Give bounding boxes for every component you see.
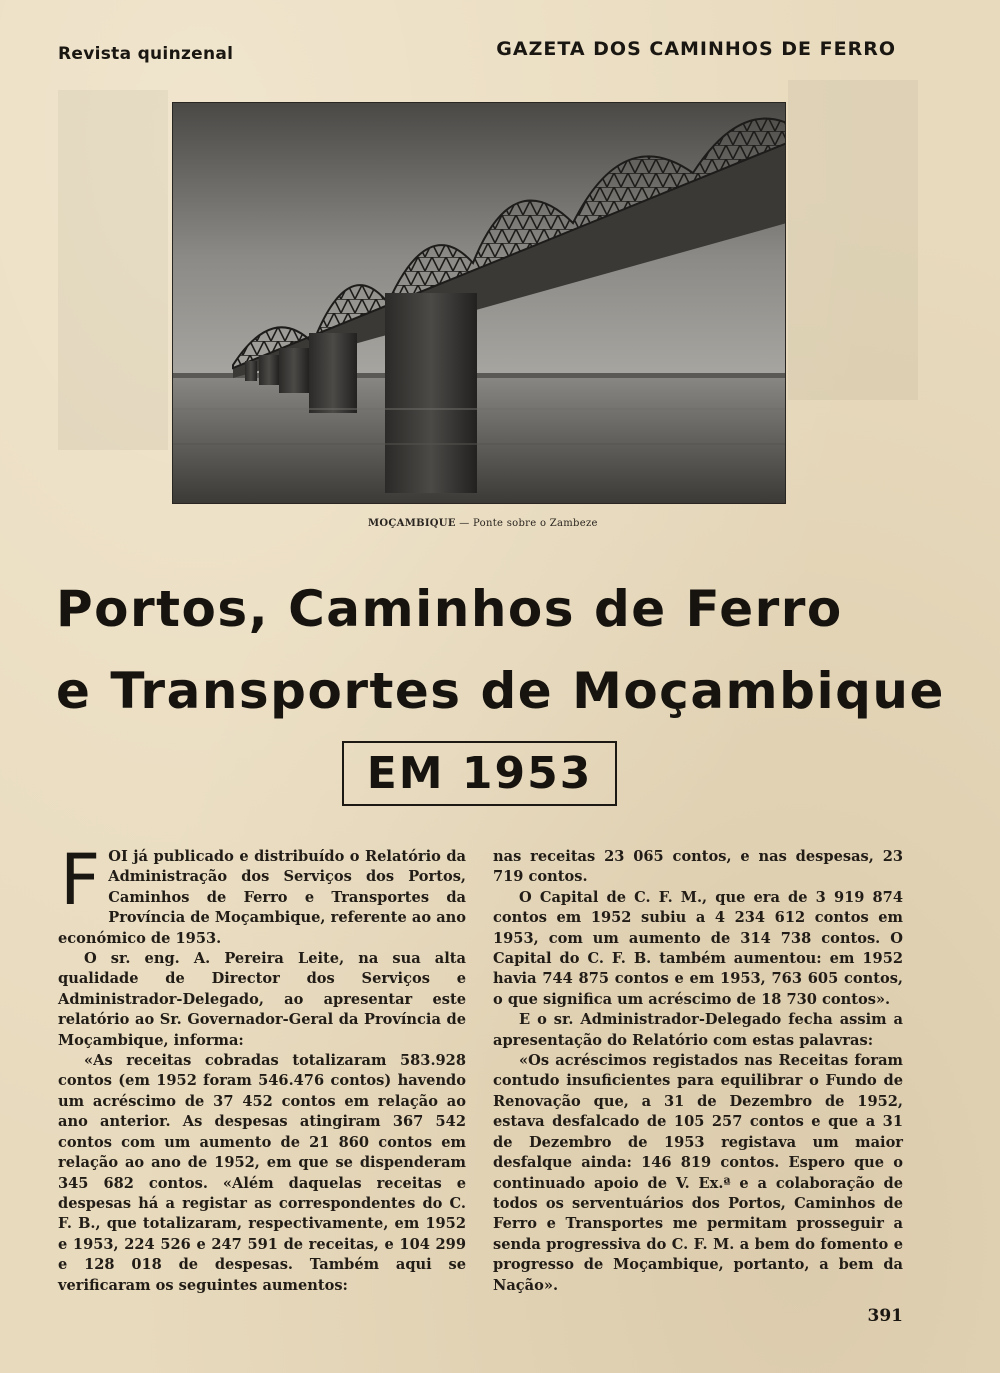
water-ripple <box>173 408 786 410</box>
bridge-photo <box>172 102 786 504</box>
article-title <box>56 568 945 732</box>
paragraph: O sr. eng. A. Pereira Leite, na sua alta qualidade de Director dos Serviços e Administrador-Delegado, ao apresentar este relatório ao Sr. Governador-Geral da Província de Moçambique, informa: <box>58 950 466 1049</box>
show-through-left <box>58 90 168 450</box>
water-ripple <box>173 443 786 445</box>
paragraph: «As receitas cobradas totalizaram 583.928 contos (em 1952 foram 546.476 contos) havendo um acréscimo de 37 452 contos em relação ao ano anterior. As despesas atingiram 367 542 contos com um aumento de 21 860 contos em relação ao ano de 1952, em que se dispenderam 345 682 contos. «Além daquelas receitas e despesas há a registar as correspondentes do C. F. B., que totalizaram, respectivamente, em 1952 e 1953, 224 526 e 247 591 de receitas, e 104 299 e 128 018 de despesas. Também aqui se verificaram os seguintes aumentos: <box>58 1052 466 1294</box>
paragraph: nas receitas 23 065 contos, e nas despesas, 23 719 contos. <box>493 848 903 886</box>
caption-place: MOÇAMBIQUE <box>368 518 456 529</box>
paragraph <box>58 839 466 949</box>
paragraph: «Os acréscimos registados nas Receitas foram contudo insuficientes para equilibrar o Fundo de Renovação que, a 31 de Dezembro de 1952, estava desfalcado de 105 257 contos e que a 31 de Dezembro de 1953 registava um maior desfalque ainda: 146 819 contos. Espero que o continuado apoio de V. Ex.ª e a colaboração de todos os serventuários dos Portos, Caminhos de Ferro e Transportes me permitam prosseguir a senda progressiva do C. F. M. a bem do fomento e progresso de Moçambique, portanto, a bem da Nação». <box>493 1052 903 1294</box>
dropcap: F <box>60 839 101 921</box>
caption-text: — Ponte sobre o Zambeze <box>455 518 598 529</box>
article-column-left <box>58 839 466 1296</box>
year-box: EM 1953 <box>342 741 617 806</box>
bridge-pier <box>309 333 357 413</box>
show-through-right <box>788 80 918 400</box>
bridge-pier-main <box>385 293 477 493</box>
header-journal-frequency: Revista quinzenal <box>58 44 234 64</box>
title-line-2: e Transportes de Moçambique <box>56 662 945 720</box>
header-journal-title: GAZETA DOS CAMINHOS DE FERRO <box>496 38 896 60</box>
page-number: 391 <box>867 1306 903 1326</box>
photo-caption <box>368 518 598 529</box>
bridge-pier <box>259 355 279 385</box>
paragraph: O Capital de C. F. M., que era de 3 919 874 contos em 1952 subiu a 4 234 612 contos em 1953, com um aumento de 314 738 contos. O Capital do C. F. B. também aumentou: em 1952 havia 744 875 contos e em 1953, 763 605 contos, o que significa um acréscimo de 18 730 contos». <box>493 888 903 1008</box>
paragraph-text: OI já publicado e distribuído o Relatório da Administração dos Serviços dos Portos, Caminhos de Ferro e Transportes da Província de Moçambique, referente ao ano económico de 1953. <box>58 848 466 947</box>
paragraph: E o sr. Administrador-Delegado fecha assim a apresentação do Relatório com estas palavras: <box>493 1011 903 1049</box>
title-line-1: Portos, Caminhos de Ferro <box>56 580 843 638</box>
river-water <box>173 375 786 504</box>
article-column-right <box>493 847 903 1296</box>
bridge-pier <box>279 348 309 393</box>
bridge-pier <box>245 361 257 381</box>
bridge-illustration <box>173 103 786 504</box>
